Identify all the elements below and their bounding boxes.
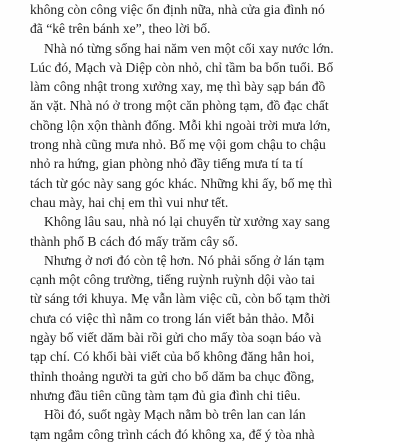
text-line: chau mày, hai chị em thì vui như tết. <box>30 194 229 210</box>
paragraph <box>30 405 375 444</box>
text-line: ngày bố viết dăm bài rồi gửi cho mấy tòa soạn báo và <box>30 330 322 346</box>
text-line: không còn công việc ổn định nữa, nhà cửa gia đình nó <box>30 2 325 17</box>
text-line: Không lâu sau, nhà nó lại chuyển từ xưởng xay sang <box>44 214 330 230</box>
text-line: chưa có việc thì nằm co trong lán viết bản thảo. Mỗi <box>30 310 315 326</box>
text-line: đã “kê trên bánh xe”, theo lời bố. <box>30 21 211 37</box>
page-body-text <box>30 0 375 444</box>
text-line: nhưng đầu tiên cũng tàm tạm đủ gia đình chi tiêu. <box>30 387 301 403</box>
text-line: cạnh một công trường, tiếng ruỳnh ruỳnh dội vào tai <box>30 272 315 288</box>
paragraph <box>30 39 375 213</box>
text-line: Hồi đó, suốt ngày Mạch nằm bò trên lan can lán <box>44 407 306 423</box>
text-line: từ sáng tới khuya. Mẹ vẫn làm việc cũ, còn bố tạm thời <box>30 291 331 307</box>
text-line: tạm ngắm công trình cách đó không xa, để ý tòa nhà <box>30 426 315 442</box>
text-line: ăn vặt. Nhà nó ở trong một căn phòng tạm, đồ đạc chất <box>30 98 329 114</box>
text-line: nhỏ ra hứng, gian phòng nhỏ đầy tiếng mưa tí ta tí <box>30 156 303 172</box>
text-line: làm công nhật trong xưởng xay, mẹ thì bày sạp bán đồ <box>30 79 326 95</box>
text-line: tách từ góc này sang góc khác. Những khi ấy, bố mẹ thì <box>30 175 333 191</box>
paragraph <box>30 0 375 39</box>
text-line: Nhưng ở nơi đó còn tệ hơn. Nó phải sống ở lán tạm <box>44 252 325 268</box>
paragraph <box>30 251 375 405</box>
text-line: Lúc đó, Mạch và Diệp còn nhỏ, chỉ tầm ba bốn tuổi. Bố <box>30 59 334 75</box>
text-line: trong nhà cũng mưa nhỏ. Bố mẹ vội gom chậu to chậu <box>30 137 326 153</box>
text-line: Nhà nó từng sống hai năm ven một cối xay nước lớn. <box>44 40 334 56</box>
text-line: thỉnh thoảng người ta gửi cho bố dăm ba chục đồng, <box>30 368 315 384</box>
paragraph <box>30 212 375 251</box>
text-line: chồng lộn xộn thành đống. Mỗi khi ngoài trời mưa lớn, <box>30 117 331 133</box>
text-line: tạp chí. Có khối bài viết của bố không đăng hẳn hoi, <box>30 349 315 365</box>
text-line: thành phố B cách đó mấy trăm cây số. <box>30 233 239 249</box>
